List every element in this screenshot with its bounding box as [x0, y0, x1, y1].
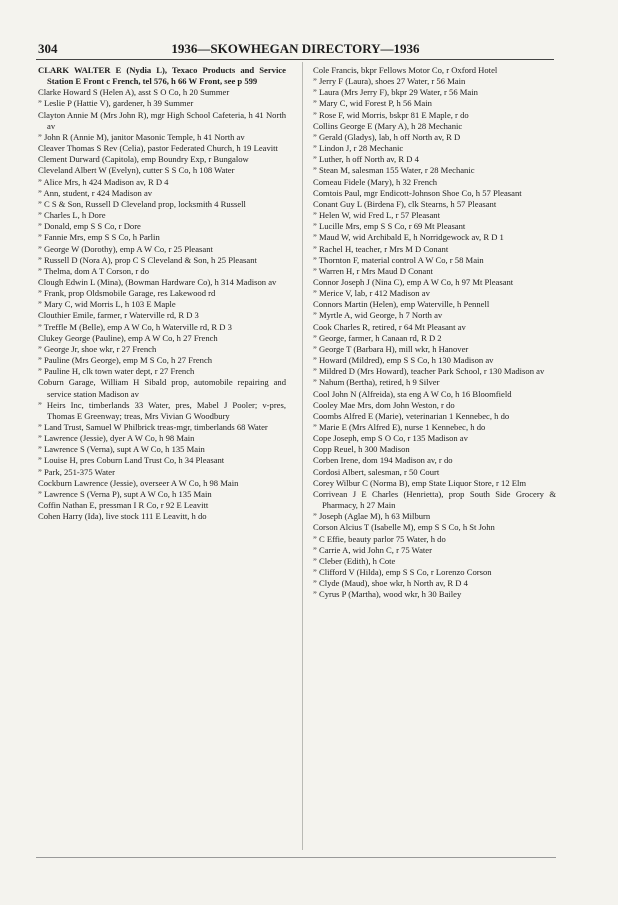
directory-entry	[38, 221, 286, 232]
directory-entry	[38, 433, 286, 444]
entry-text: Clement Durward (Capitola), emp Boundry Exp, r Bungalow	[38, 154, 249, 165]
directory-entry	[313, 355, 556, 366]
entry-text: Clukey George (Pauline), emp A W Co, h 27 French	[38, 332, 218, 343]
directory-entry	[38, 165, 286, 176]
directory-entry	[313, 199, 556, 210]
directory-entry	[313, 422, 556, 433]
directory-entry	[38, 444, 286, 455]
directory-entry	[38, 500, 286, 511]
directory-entry	[38, 422, 286, 433]
entry-text: ” Lawrence S (Verna), supt A W Co, h 135 Main	[38, 444, 205, 455]
entry-text: Clouthier Emile, farmer, r Waterville rd, R D 3	[38, 310, 199, 321]
entry-text: ” Rachel H, teacher, r Mrs M D Conant	[313, 243, 449, 254]
entry-text: ” Park, 251-375 Water	[38, 466, 115, 477]
directory-entry	[38, 288, 286, 299]
entry-text: ” Gerald (Gladys), lab, h off North av, R D	[313, 131, 461, 142]
entry-text: Cleveland Albert W (Evelyn), cutter S S Co, h 108 Water	[38, 165, 235, 176]
directory-entry	[38, 310, 286, 321]
directory-entry	[313, 589, 556, 600]
entry-text: Copp Reuel, h 300 Madison	[313, 444, 410, 455]
entry-text: Coombs Alfred E (Marie), veterinarian 1 Kennebec, h do	[313, 410, 510, 421]
entry-text: ” Alice Mrs, h 424 Madison av, R D 4	[38, 176, 169, 187]
directory-entry	[313, 534, 556, 545]
directory-entry	[38, 344, 286, 355]
entry-text: Conant Guy L (Birdena F), clk Stearns, h 57 Pleasant	[313, 198, 497, 209]
directory-entry	[313, 578, 556, 589]
entry-text: ” Marie E (Mrs Alfred E), nurse 1 Kennebec, h do	[313, 422, 486, 432]
entry-text: ” Pauline (Mrs George), emp M S Co, h 27 French	[38, 355, 213, 366]
entry-text: Clough Edwin L (Mina), (Bowman Hardware Co), h 314 Madison av	[38, 276, 277, 287]
entry-text: ” Warren H, r Mrs Maud D Conant	[313, 265, 433, 276]
right-column	[313, 65, 556, 601]
entry-text: ” Land Trust, Samuel W Philbrick treas-mgr, timberlands 68 Water	[38, 422, 268, 432]
entry-text: ” Lindon J, r 28 Mechanic	[313, 143, 404, 154]
directory-entry	[313, 177, 556, 188]
entry-text: ” Laura (Mrs Jerry F), bkpr 29 Water, r 56 Main	[313, 87, 478, 98]
entry-text: ” Jerry F (Laura), shoes 27 Water, r 56 Main	[313, 76, 466, 87]
directory-entry	[313, 110, 556, 121]
directory-entry	[313, 377, 556, 388]
directory-entry	[38, 455, 286, 466]
directory-entry	[313, 288, 556, 299]
entry-text: ” Merice V, lab, r 412 Madison av	[313, 288, 430, 299]
entry-text: Corben Irene, dom 194 Madison av, r do	[313, 455, 453, 466]
entry-text: Cole Francis, bkpr Fellows Motor Co, r Oxford Hotel	[313, 65, 498, 75]
entry-text: Cohen Harry (Ida), live stock 111 E Leavitt, h do	[38, 511, 207, 522]
entry-text: Cool John N (Alfreida), sta eng A W Co, h 16 Bloomfield	[313, 388, 512, 399]
entry-text: ” John R (Annie M), janitor Masonic Temple, h 41 North av	[38, 131, 245, 142]
directory-entry	[313, 87, 556, 98]
entry-text: ” Luther, h off North av, R D 4	[313, 154, 419, 165]
directory-entry	[38, 143, 286, 154]
left-column	[38, 65, 286, 522]
directory-entry	[313, 556, 556, 567]
footer-rule	[36, 857, 556, 858]
directory-entry	[313, 511, 556, 522]
directory-entry	[313, 467, 556, 478]
entry-text: ” Nahum (Bertha), retired, h 9 Silver	[313, 377, 440, 388]
directory-entry	[38, 154, 286, 165]
directory-entry	[313, 188, 556, 199]
entry-text: ” Donald, emp S S Co, r Dore	[38, 221, 141, 232]
entry-text: ” Stean M, salesman 155 Water, r 28 Mechanic	[313, 165, 475, 176]
directory-entry	[313, 433, 556, 444]
entry-text: ” Mildred D (Mrs Howard), teacher Park School, r 130 Madison av	[313, 366, 545, 377]
page-number: 304	[38, 41, 58, 56]
directory-entry	[38, 244, 286, 255]
column-divider	[302, 62, 303, 850]
entry-text: ” Lawrence (Jessie), dyer A W Co, h 98 Main	[38, 433, 195, 444]
entry-text: Clayton Annie M (Mrs John R), mgr High School Cafeteria, h 41 North av	[38, 109, 286, 131]
directory-entry	[313, 255, 556, 266]
directory-entry	[38, 199, 286, 210]
entry-text: Coburn Garage, William H Sibald prop, automobile repairing and service station Madison av	[38, 377, 286, 399]
directory-entry	[313, 444, 556, 455]
entry-text: Corrivean J E Charles (Henrietta), prop South Side Grocery & Pharmacy, h 27 Main	[313, 488, 556, 511]
directory-entry	[313, 154, 556, 165]
directory-entry	[313, 121, 556, 132]
directory-entry	[38, 511, 286, 522]
entry-text: ” Fannie Mrs, emp S S Co, h Parlin	[38, 232, 160, 243]
entry-text: ” George W (Dorothy), emp A W Co, r 25 Pleasant	[38, 243, 213, 254]
directory-entry	[38, 355, 286, 366]
directory-entry	[313, 244, 556, 255]
directory-entry	[313, 522, 556, 533]
entry-text: ” George, farmer, h Canaan rd, R D 2	[313, 332, 442, 343]
entry-text: Corson Alcius T (Isabelle M), emp S S Co, h St John	[313, 522, 495, 533]
directory-entry	[38, 132, 286, 143]
directory-entry	[313, 232, 556, 243]
entry-text: ” Cleber (Edith), h Cote	[313, 555, 396, 566]
directory-entry	[313, 76, 556, 87]
directory-entry	[313, 165, 556, 176]
entry-text: ” Thornton F, material control A W Co, r 58 Main	[313, 254, 484, 265]
entry-text: ” Ann, student, r 424 Madison av	[38, 187, 153, 198]
running-title: 1936—SKOWHEGAN DIRECTORY—1936	[171, 41, 420, 56]
entry-text: ” Rose F, wid Morris, bskpr 81 E Maple, r do	[313, 109, 469, 120]
directory-entry	[313, 489, 556, 511]
directory-entry	[313, 400, 556, 411]
directory-entry	[38, 277, 286, 288]
directory-entry	[38, 110, 286, 132]
directory-entry	[313, 478, 556, 489]
directory-entry	[313, 65, 556, 76]
entry-text: ” Clyde (Maud), shoe wkr, h North av, R D 4	[313, 578, 468, 589]
entry-text: Comeau Fidele (Mary), h 32 French	[313, 176, 438, 187]
entry-text: ” C Effie, beauty parlor 75 Water, h do	[313, 533, 446, 544]
entry-text: ” Frank, prop Oldsmobile Garage, res Lakewood rd	[38, 288, 216, 299]
entry-text: ” Clifford V (Hilda), emp S S Co, r Lorenzo Corson	[313, 567, 492, 578]
directory-entry	[313, 567, 556, 578]
entry-text: ” Mary C, wid Forest P, h 56 Main	[313, 98, 432, 109]
entry-text: Cooley Mae Mrs, dom John Weston, r do	[313, 399, 455, 410]
directory-entry	[313, 210, 556, 221]
entry-text: ” Helen W, wid Fred L, r 57 Pleasant	[313, 210, 440, 221]
directory-entry	[38, 366, 286, 377]
entry-text: Connors Martin (Helen), emp Waterville, h Pennell	[313, 299, 490, 310]
entry-text: ” Thelma, dom A T Corson, r do	[38, 265, 150, 276]
entry-text: ” Russell D (Nora A), prop C S Cleveland & Son, h 25 Pleasant	[38, 254, 257, 265]
entry-text: Connor Joseph J (Nina C), emp A W Co, h 97 Mt Pleasant	[313, 276, 514, 287]
entry-text: ” Cyrus P (Martha), wood wkr, h 30 Bailey	[313, 589, 462, 600]
entry-text: ” Myrtle A, wid George, h 7 North av	[313, 310, 443, 321]
entry-text: Corey Wilbur C (Norma B), emp State Liquor Store, r 12 Elm	[313, 477, 527, 488]
directory-entry	[313, 545, 556, 556]
directory-entry	[38, 210, 286, 221]
directory-entry	[38, 255, 286, 266]
directory-entry	[38, 333, 286, 344]
directory-entry	[38, 467, 286, 478]
entry-text: ” Mary C, wid Morris L, h 103 E Maple	[38, 299, 176, 310]
directory-entry	[313, 366, 556, 377]
directory-entry	[313, 132, 556, 143]
directory-entry	[313, 344, 556, 355]
directory-entry	[38, 266, 286, 277]
directory-entry	[313, 98, 556, 109]
entry-text: ” Louise H, pres Coburn Land Trust Co, h 34 Pleasant	[38, 455, 225, 466]
page-header	[38, 41, 553, 57]
directory-entry	[38, 322, 286, 333]
directory-entry	[38, 98, 286, 109]
directory-entry	[38, 188, 286, 199]
directory-entry	[313, 221, 556, 232]
entry-text: Coffin Nathan E, pressman I R Co, r 92 E Leavitt	[38, 500, 209, 511]
header-rule	[36, 59, 554, 60]
entry-text: Cook Charles R, retired, r 64 Mt Pleasant av	[313, 321, 466, 332]
directory-entry	[38, 377, 286, 399]
directory-entry	[313, 143, 556, 154]
directory-entry	[38, 177, 286, 188]
directory-entry	[38, 232, 286, 243]
directory-entry	[313, 411, 556, 422]
entry-text: Comtois Paul, mgr Endicott-Johnson Shoe Co, h 57 Pleasant	[313, 187, 522, 198]
entry-text: Cleaver Thomas S Rev (Celia), pastor Federated Church, h 19 Leavitt	[38, 143, 278, 154]
directory-entry	[313, 310, 556, 321]
entry-text: ” Treffle M (Belle), emp A W Co, h Waterville rd, R D 3	[38, 321, 232, 332]
directory-entry	[313, 455, 556, 466]
directory-entry	[313, 389, 556, 400]
directory-entry	[38, 478, 286, 489]
entry-text: ” Lawrence S (Verna P), supt A W Co, h 135 Main	[38, 488, 212, 499]
entry-text: Cope Joseph, emp S O Co, r 135 Madison av	[313, 433, 468, 444]
entry-text: ” Charles L, h Dore	[38, 210, 106, 221]
entry-text: ” Howard (Mildred), emp S S Co, h 130 Madison av	[313, 355, 494, 366]
directory-entry	[38, 87, 286, 98]
entry-text: ” Lucille Mrs, emp S S Co, r 69 Mt Pleasant	[313, 221, 466, 232]
entry-text: Cockburn Lawrence (Jessie), overseer A W Co, h 98 Main	[38, 477, 239, 488]
directory-entry	[313, 333, 556, 344]
entry-text: Collins George E (Mary A), h 28 Mechanic	[313, 120, 463, 131]
entry-text: ” Maud W, wid Archibald E, h Norridgewock av, R D 1	[313, 232, 504, 243]
entry-text: Cordosi Albert, salesman, r 50 Court	[313, 466, 440, 477]
directory-entry	[313, 266, 556, 277]
entry-text: ” Pauline H, clk town water dept, r 27 French	[38, 366, 195, 377]
directory-entry	[38, 65, 286, 87]
entry-text: ” George T (Barbara H), mill wkr, h Hanover	[313, 343, 469, 354]
entry-text: Clarke Howard S (Helen A), asst S O Co, h 20 Summer	[38, 87, 230, 98]
entry-text: CLARK WALTER E (Nydia L), Texaco Products and Service Station E Front c French, tel 576, h 66 W Front, see p 599	[38, 65, 286, 87]
entry-text: ” Heirs Inc, timberlands 33 Water, pres, Mabel J Pooler; v-pres, Thomas E Greenway; treas, Mrs Vivian G Woodbury	[38, 399, 286, 421]
entry-text: ” Joseph (Aglae M), h 63 Milburn	[313, 511, 431, 522]
entry-text: ” George Jr, shoe wkr, r 27 French	[38, 343, 157, 354]
directory-entry	[313, 277, 556, 288]
entry-text: ” Carrie A, wid John C, r 75 Water	[313, 544, 432, 555]
directory-entry	[313, 299, 556, 310]
entry-text: ” C S & Son, Russell D Cleveland prop, locksmith 4 Russell	[38, 198, 246, 209]
directory-entry	[38, 489, 286, 500]
directory-entry	[313, 322, 556, 333]
entry-text: ” Leslie P (Hattie V), gardener, h 39 Summer	[38, 98, 194, 109]
directory-entry	[38, 299, 286, 310]
directory-entry	[38, 400, 286, 422]
